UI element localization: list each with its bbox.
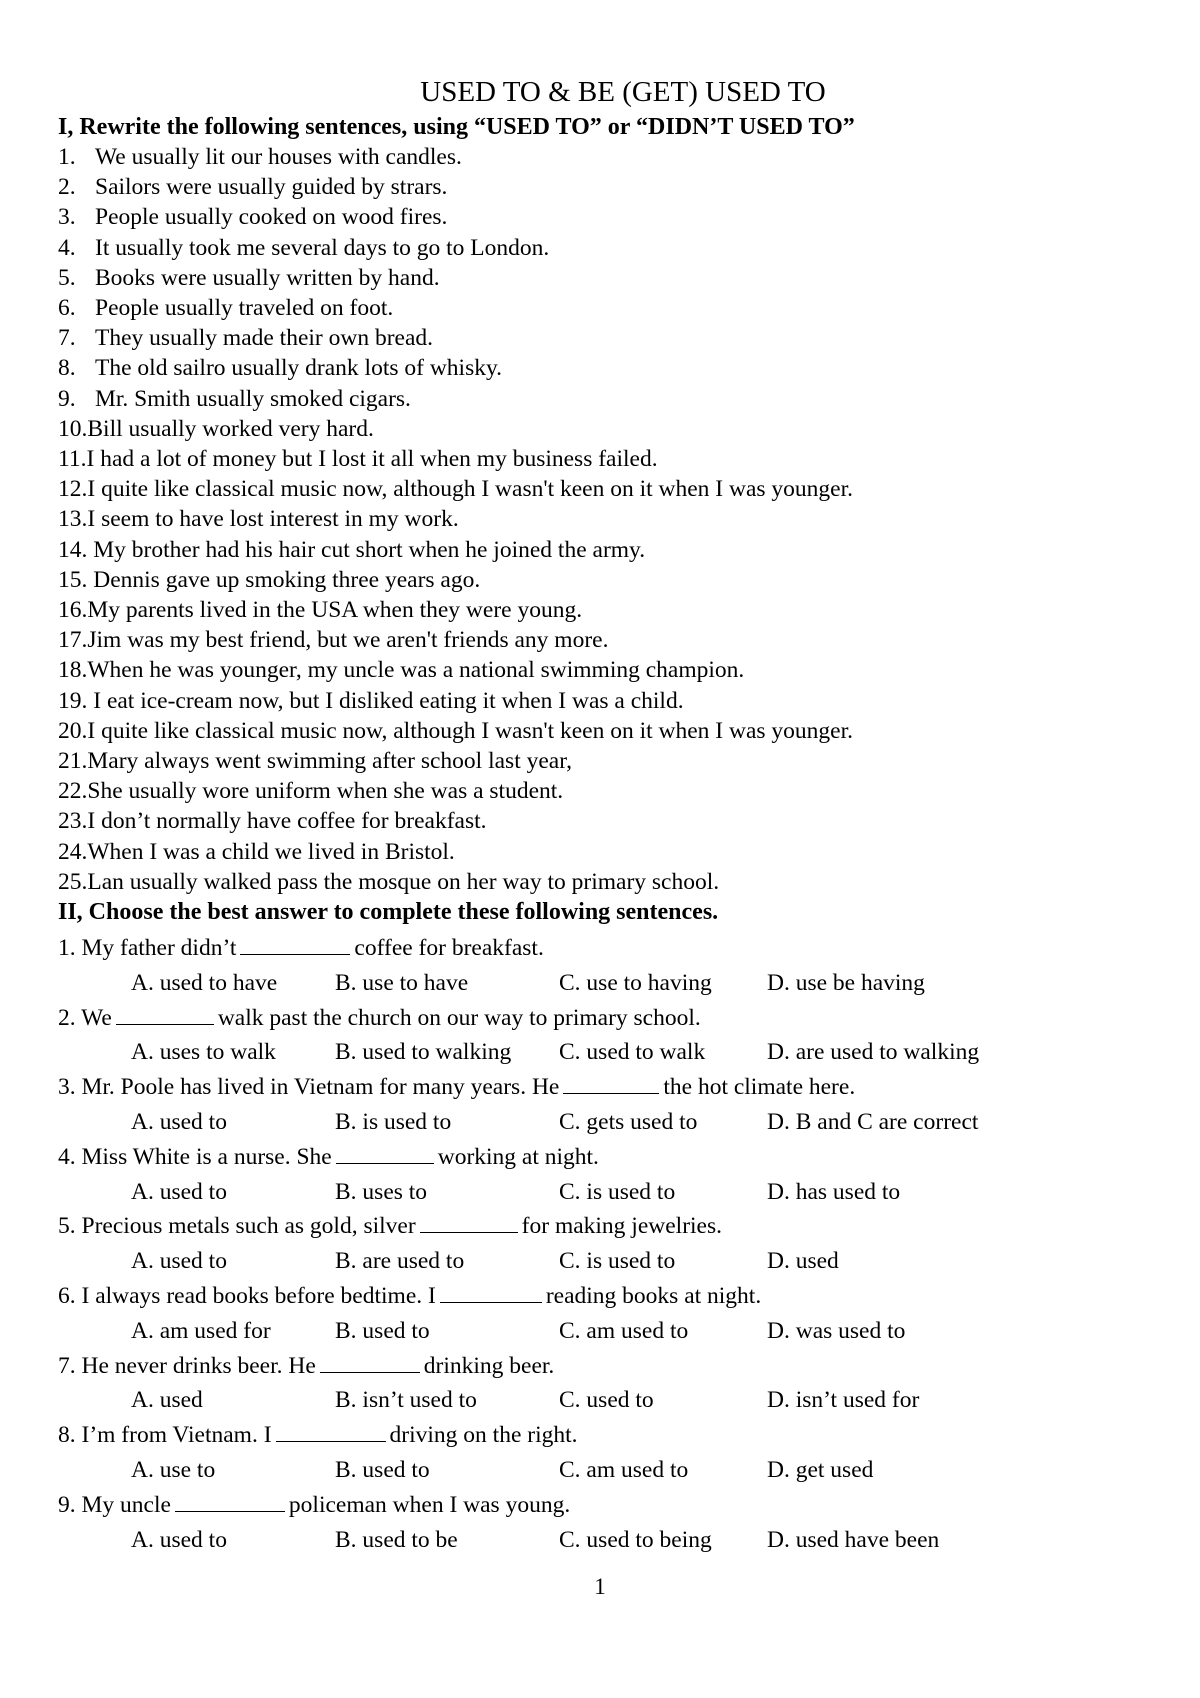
option-d[interactable]: D. used — [767, 1248, 839, 1275]
rewrite-item-text: I eat ice-cream now, but I disliked eating it when I was a child. — [87, 687, 684, 714]
rewrite-item-text: We usually lit our houses with candles. — [95, 144, 462, 170]
part1-heading: I, Rewrite the following sentences, using “USED TO” or “DIDN’T USED TO” — [58, 114, 855, 140]
rewrite-item — [58, 867, 1148, 897]
rewrite-item-text: Sailors were usually guided by strars. — [95, 174, 448, 201]
rewrite-item — [58, 142, 1148, 172]
rewrite-item-number: 11. — [58, 446, 87, 473]
rewrite-item-number: 7. — [58, 325, 76, 352]
option-c[interactable]: C. am used to — [559, 1317, 689, 1344]
option-a[interactable]: A. use to — [131, 1457, 216, 1484]
rewrite-item-number: 15. — [58, 566, 88, 593]
rewrite-item-number: 2. — [58, 174, 76, 201]
mcq-item — [58, 1001, 1148, 1071]
rewrite-item-number: 12. — [58, 476, 88, 503]
part2-heading: II, Choose the best answer to complete these following sentences. — [58, 899, 719, 926]
rewrite-item — [58, 716, 1148, 746]
mcq-question-start: 4. Miss White is a nurse. She — [58, 1143, 332, 1170]
rewrite-item-text: I had a lot of money but I lost it all when my business failed. — [86, 446, 658, 473]
option-b[interactable]: B. used to be — [335, 1526, 458, 1553]
rewrite-item — [58, 595, 1148, 625]
answer-blank[interactable] — [116, 1004, 214, 1025]
mcq-question-end: driving on the right. — [389, 1422, 578, 1449]
rewrite-item-text: Dennis gave up smoking three years ago. — [87, 566, 481, 593]
rewrite-item-text: Mary always went swimming after school last year, — [87, 748, 572, 775]
rewrite-item-text: I quite like classical music now, although I wasn't keen on it when I was younger. — [87, 476, 854, 503]
mcq-options — [58, 1383, 1148, 1418]
option-b[interactable]: B. is used to — [335, 1109, 452, 1136]
answer-blank[interactable] — [320, 1352, 420, 1373]
part2-questions — [58, 931, 1148, 1557]
answer-blank[interactable] — [240, 934, 350, 955]
rewrite-item-number: 18. — [58, 657, 88, 684]
rewrite-item — [58, 172, 1148, 202]
mcq-question-end: working at night. — [437, 1143, 599, 1170]
mcq-question — [58, 1279, 1148, 1314]
rewrite-item — [58, 837, 1148, 867]
option-b[interactable]: B. used to — [335, 1317, 430, 1344]
mcq-options — [58, 966, 1148, 1001]
option-c[interactable]: C. is used to — [559, 1178, 676, 1205]
rewrite-item — [58, 625, 1148, 655]
option-b[interactable]: B. isn’t used to — [335, 1387, 477, 1414]
rewrite-item-text: They usually made their own bread. — [95, 325, 434, 352]
mcq-question — [58, 1070, 1148, 1105]
answer-blank[interactable] — [420, 1212, 518, 1233]
option-a[interactable]: A. am used for — [131, 1317, 271, 1344]
rewrite-item — [58, 353, 1148, 383]
rewrite-item — [58, 535, 1148, 565]
mcq-question — [58, 1418, 1148, 1453]
option-b[interactable]: B. used to — [335, 1457, 430, 1484]
answer-blank[interactable] — [336, 1143, 434, 1164]
rewrite-item — [58, 414, 1148, 444]
option-c[interactable]: C. am used to — [559, 1457, 689, 1484]
mcq-question-start: 7. He never drinks beer. He — [58, 1352, 316, 1379]
rewrite-item-number: 1. — [58, 144, 76, 170]
rewrite-item — [58, 384, 1148, 414]
rewrite-item-text: She usually wore uniform when she was a student. — [87, 778, 564, 805]
rewrite-item-text: Bill usually worked very hard. — [87, 415, 374, 442]
mcq-options — [58, 1035, 1148, 1070]
rewrite-item — [58, 565, 1148, 595]
mcq-item — [58, 1209, 1148, 1279]
mcq-question-start: 9. My uncle — [58, 1491, 171, 1518]
option-b[interactable]: B. uses to — [335, 1178, 428, 1205]
mcq-question-end: drinking beer. — [423, 1352, 555, 1379]
rewrite-item-text: Jim was my best friend, but we aren't friends any more. — [87, 627, 609, 654]
rewrite-item-number: 20. — [58, 717, 88, 744]
mcq-question — [58, 1140, 1148, 1175]
answer-blank[interactable] — [563, 1073, 659, 1094]
rewrite-item — [58, 263, 1148, 293]
mcq-item — [58, 1488, 1148, 1558]
option-c[interactable]: C. used to walk — [559, 1039, 706, 1066]
answer-blank[interactable] — [175, 1491, 285, 1512]
mcq-question-end: reading books at night. — [545, 1283, 762, 1310]
rewrite-item-text: My parents lived in the USA when they were young. — [87, 597, 583, 624]
option-b[interactable]: B. use to have — [335, 969, 469, 996]
mcq-options — [58, 1314, 1148, 1349]
mcq-question-start: 6. I always read books before bedtime. I — [58, 1283, 436, 1310]
option-b[interactable]: B. are used to — [335, 1248, 465, 1275]
rewrite-item — [58, 323, 1148, 353]
rewrite-item-number: 21. — [58, 748, 88, 775]
rewrite-item-number: 9. — [58, 385, 76, 412]
rewrite-item-number: 17. — [58, 627, 88, 654]
mcq-item — [58, 931, 1148, 1001]
mcq-question-start: 1. My father didn’t — [58, 935, 237, 962]
option-a[interactable]: A. used to — [131, 1248, 227, 1275]
rewrite-item-number: 23. — [58, 808, 88, 835]
rewrite-item-text: It usually took me several days to go to London. — [95, 234, 550, 261]
option-a[interactable]: A. used to — [131, 1526, 227, 1553]
rewrite-item-text: Books were usually written by hand. — [95, 264, 440, 291]
mcq-options — [58, 1175, 1148, 1210]
rewrite-item-number: 10. — [58, 415, 88, 442]
mcq-question-end: for making jewelries. — [521, 1213, 723, 1240]
mcq-question — [58, 1001, 1148, 1036]
answer-blank[interactable] — [276, 1421, 386, 1442]
option-d[interactable]: D. use be having — [767, 969, 925, 996]
mcq-question-start: 2. We — [58, 1004, 112, 1031]
page-title: USED TO & BE (GET) USED TO — [420, 76, 826, 108]
rewrite-item-number: 16. — [58, 597, 88, 624]
rewrite-item-number: 25. — [58, 868, 88, 895]
rewrite-item — [58, 474, 1148, 504]
rewrite-item-text: I seem to have lost interest in my work. — [87, 506, 459, 533]
rewrite-item-number: 13. — [58, 506, 88, 533]
mcq-question — [58, 1349, 1148, 1384]
rewrite-item — [58, 746, 1148, 776]
mcq-options — [58, 1105, 1148, 1140]
rewrite-item-number: 8. — [58, 355, 76, 382]
mcq-options — [58, 1523, 1148, 1558]
rewrite-item-text: The old sailro usually drank lots of whisky. — [95, 355, 503, 382]
rewrite-item-text: My brother had his hair cut short when he joined the army. — [87, 536, 646, 563]
mcq-question-start: 5. Precious metals such as gold, silver — [58, 1213, 416, 1240]
option-a[interactable]: A. used to — [131, 1178, 227, 1205]
option-d[interactable]: D. was used to — [767, 1317, 906, 1344]
option-c[interactable]: C. used to being — [559, 1526, 712, 1553]
page-number: 1 — [594, 1574, 606, 1599]
mcq-item — [58, 1418, 1148, 1488]
rewrite-item — [58, 686, 1148, 716]
rewrite-item — [58, 504, 1148, 534]
mcq-options — [58, 1244, 1148, 1279]
mcq-question — [58, 931, 1148, 966]
mcq-question-end: walk past the church on our way to primary school. — [217, 1004, 701, 1031]
option-b[interactable]: B. used to walking — [335, 1039, 512, 1066]
rewrite-item-text: People usually traveled on foot. — [95, 295, 394, 322]
option-c[interactable]: C. use to having — [559, 969, 712, 996]
rewrite-item — [58, 293, 1148, 323]
rewrite-item — [58, 233, 1148, 263]
mcq-question — [58, 1209, 1148, 1244]
option-a[interactable]: A. used to — [131, 1109, 227, 1136]
option-d[interactable]: D. isn’t used for — [767, 1387, 920, 1414]
option-a[interactable]: A. uses to walk — [131, 1039, 276, 1066]
option-a[interactable]: A. used — [131, 1387, 203, 1414]
rewrite-item-number: 3. — [58, 204, 76, 231]
option-a[interactable]: A. used to have — [131, 969, 278, 996]
rewrite-item-number: 24. — [58, 838, 88, 865]
rewrite-item-text: When he was younger, my uncle was a national swimming champion. — [87, 657, 745, 684]
part1-list — [58, 142, 1148, 897]
rewrite-item-text: People usually cooked on wood fires. — [95, 204, 448, 231]
mcq-question-start: 3. Mr. Poole has lived in Vietnam for many years. He — [58, 1074, 560, 1101]
option-c[interactable]: C. is used to — [559, 1248, 676, 1275]
mcq-question-end: coffee for breakfast. — [354, 935, 544, 962]
mcq-item — [58, 1070, 1148, 1140]
rewrite-item-text: When I was a child we lived in Bristol. — [87, 838, 455, 865]
mcq-item — [58, 1349, 1148, 1419]
mcq-question — [58, 1488, 1148, 1523]
rewrite-item-number: 22. — [58, 778, 88, 805]
mcq-question-start: 8. I’m from Vietnam. I — [58, 1422, 272, 1449]
option-d[interactable]: D. get used — [767, 1457, 874, 1484]
worksheet-page — [58, 72, 1148, 1557]
rewrite-item — [58, 776, 1148, 806]
option-d[interactable]: D. B and C are correct — [767, 1109, 979, 1136]
option-d[interactable]: D. are used to walking — [767, 1039, 980, 1066]
rewrite-item-number: 14. — [58, 536, 88, 563]
rewrite-item-text: Mr. Smith usually smoked cigars. — [95, 385, 411, 412]
option-c[interactable]: C. used to — [559, 1387, 654, 1414]
rewrite-item — [58, 202, 1148, 232]
rewrite-item-number: 4. — [58, 234, 76, 261]
rewrite-item — [58, 444, 1148, 474]
rewrite-item — [58, 806, 1148, 836]
rewrite-item-number: 19. — [58, 687, 88, 714]
option-c[interactable]: C. gets used to — [559, 1109, 698, 1136]
mcq-question-end: policeman when I was young. — [288, 1491, 571, 1518]
rewrite-item — [58, 655, 1148, 685]
rewrite-item-text: I don’t normally have coffee for breakfast. — [87, 808, 487, 835]
rewrite-item-text: Lan usually walked pass the mosque on her way to primary school. — [87, 868, 720, 895]
mcq-options — [58, 1453, 1148, 1488]
rewrite-item-number: 6. — [58, 295, 76, 322]
mcq-item — [58, 1279, 1148, 1349]
mcq-question-end: the hot climate here. — [663, 1074, 856, 1101]
rewrite-item-text: I quite like classical music now, although I wasn't keen on it when I was younger. — [87, 717, 854, 744]
mcq-item — [58, 1140, 1148, 1210]
option-d[interactable]: D. has used to — [767, 1178, 901, 1205]
answer-blank[interactable] — [440, 1282, 542, 1303]
rewrite-item-number: 5. — [58, 264, 76, 291]
option-d[interactable]: D. used have been — [767, 1526, 940, 1553]
